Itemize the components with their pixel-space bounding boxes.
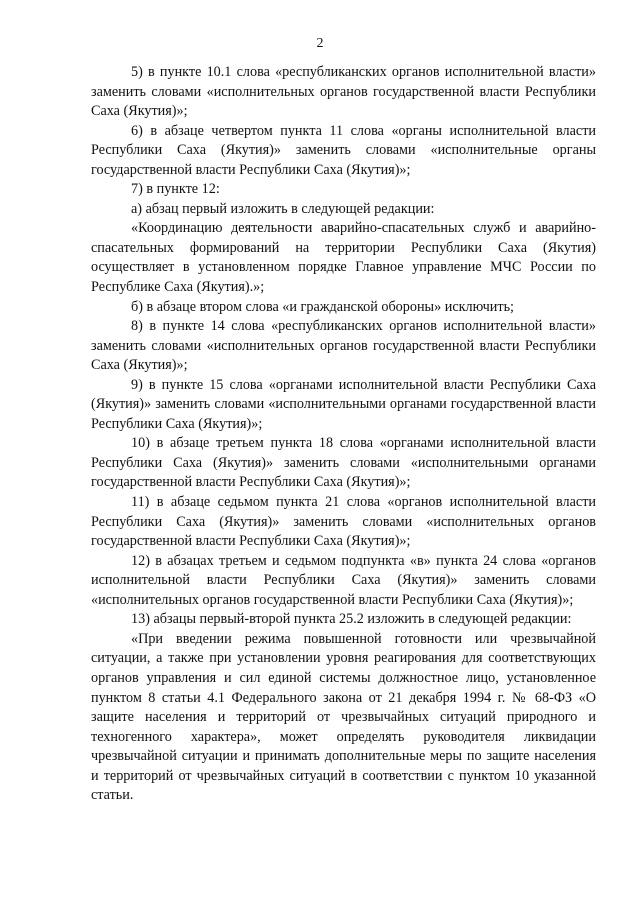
paragraph-item-8: 8) в пункте 14 слова «республиканских органов исполнительной власти» заменить словами «исполнительных органов государственной власти Республики Саха (Якутия)»;: [91, 318, 596, 374]
page-number: 2: [316, 36, 324, 51]
paragraph-quote-emergency: «При введении режима повышенной готовности или чрезвычайной ситуации, а также при установлении уровня реагирования для соответствующих органов управления и сил единой системы должностное лицо, установленное пунктом 8 статьи 4.1 Федерального закона от 21 декабря 1994 г. № 68-ФЗ «О защите населения и территорий от чрезвычайных ситуаций природного и техногенного характера», может определять руководителя ликвидации чрезвычайной ситуации и принимать дополнительные меры по защите населения и территорий от чрезвычайных ситуаций в соответствии с пунктом 10 указанной статьи.: [91, 630, 596, 804]
paragraph-item-13: 13) абзацы первый-второй пункта 25.2 изложить в следующей редакции:: [131, 611, 572, 628]
paragraph-item-6: 6) в абзаце четвертом пункта 11 слова «органы исполнительной власти Республики Саха (Якутия)» заменить словами «исполнительные органы государственной власти Республики Саха (Якутия)»;: [91, 122, 596, 178]
paragraph-item-11: 11) в абзаце седьмом пункта 21 слова «органов исполнительной власти Республики Саха (Якутия)» заменить словами «исполнительных органов государственной власти Республики Саха (Якутия)»;: [91, 494, 596, 550]
paragraph-item-9: 9) в пункте 15 слова «органами исполнительной власти Республики Саха (Якутия)» заменить словами «исполнительными органами государственной власти Республики Саха (Якутия)»;: [91, 376, 596, 432]
paragraph-item-12: 12) в абзацах третьем и седьмом подпункта «в» пункта 24 слова «органов исполнительной власти Республики Саха (Якутия)» заменить словами «исполнительных органов государственной власти Республики Саха (Якутия)»;: [91, 552, 596, 608]
paragraph-item-5: 5) в пункте 10.1 слова «республиканских органов исполнительной власти» заменить словами «исполнительных органов государственной власти Республики Саха (Якутия)»;: [91, 64, 596, 120]
paragraph-quote-coordination: «Координацию деятельности аварийно-спасательных служб и аварийно-спасательных формирований на территории Республики Саха (Якутия) осуществляет в установленном порядке Главное управление МЧС России по Республике Саха (Якутия).»;: [91, 220, 596, 296]
paragraph-item-10: 10) в абзаце третьем пункта 18 слова «органами исполнительной власти Республики Саха (Якутия)» заменить словами «исполнительными органами государственной власти Республики Саха (Якутия)»;: [91, 435, 596, 491]
document-body: [91, 63, 596, 806]
paragraph-subitem-b: б) в абзаце втором слова «и гражданской обороны» исключить;: [131, 298, 514, 315]
paragraph-item-7: 7) в пункте 12:: [131, 181, 220, 198]
paragraph-subitem-a: а) абзац первый изложить в следующей редакции:: [131, 200, 435, 217]
